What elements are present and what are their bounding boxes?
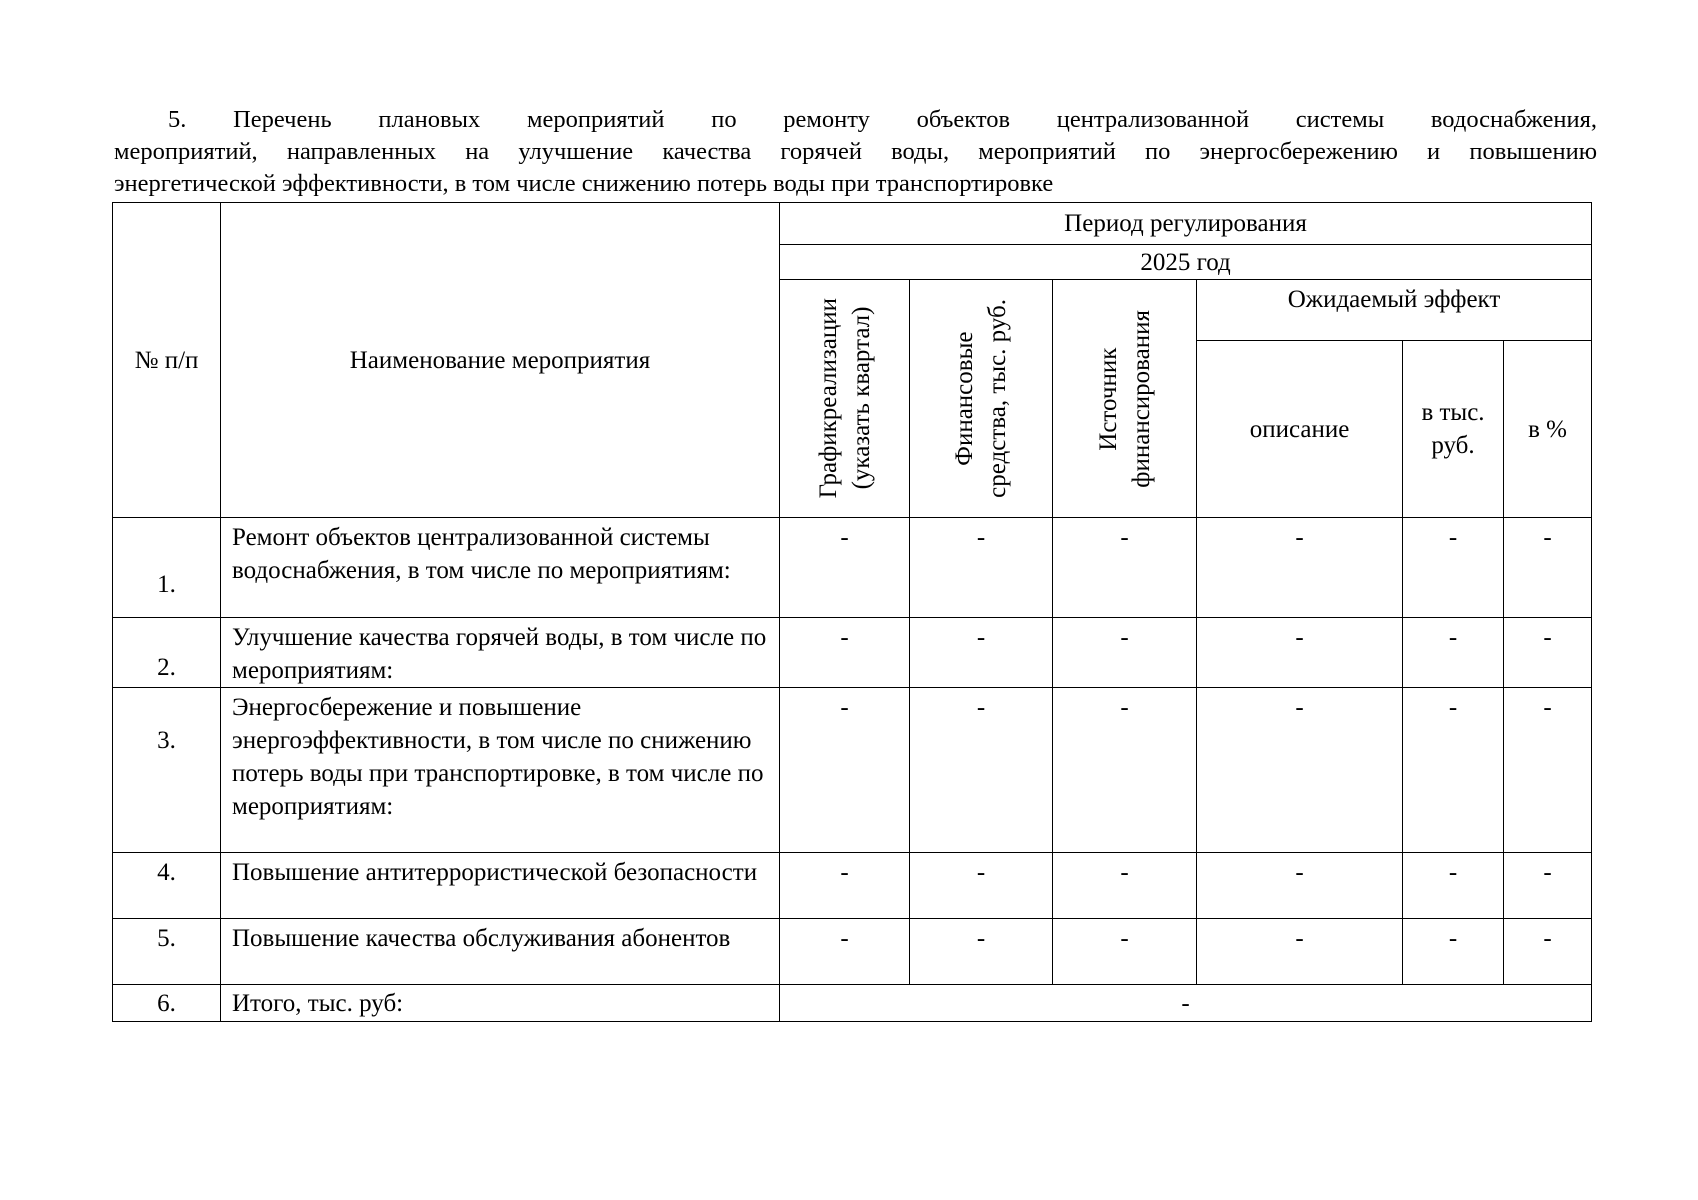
header-source-line-1: Источник — [1094, 346, 1122, 451]
row-description: - — [1197, 618, 1403, 688]
row-num-text: 2. — [157, 654, 176, 681]
row-source: - — [1053, 618, 1197, 688]
header-description: описание — [1197, 341, 1403, 518]
header-effect: Ожидаемый эффект — [1197, 280, 1592, 341]
header-source-line-2: финансирования — [1127, 309, 1155, 488]
heading-line-2: мероприятий, направленных на улучшение качества горячей воды, мероприятий по энергосбережению и повышению — [114, 138, 1597, 165]
header-period: Период регулирования — [780, 203, 1592, 245]
row-num-text: 1. — [157, 571, 176, 598]
total-value: - — [780, 985, 1592, 1022]
table-row — [113, 853, 1592, 919]
row-rub: - — [1403, 919, 1504, 985]
total-num: 6. — [113, 985, 221, 1022]
row-name: Энергосбережение и повышение энергоэффективности, в том числе по снижению потерь воды при транспортировке, в том числе по мероприятиям: — [221, 688, 780, 853]
header-finance-text — [948, 299, 1014, 498]
row-schedule: - — [780, 853, 910, 919]
header-rub-line-1: в тыс. — [1421, 399, 1485, 426]
header-rub-line-2: руб. — [1431, 432, 1475, 459]
row-source: - — [1053, 853, 1197, 919]
heading-line-1: 5. Перечень плановых мероприятий по ремонту объектов централизованной системы водоснабжения, — [168, 106, 1597, 133]
row-name: Повышение антитеррористической безопасности — [221, 853, 780, 919]
row-description: - — [1197, 688, 1403, 853]
row-finance: - — [910, 518, 1053, 618]
table-row — [113, 518, 1592, 618]
activities-table — [112, 202, 1592, 1022]
row-name: Повышение качества обслуживания абонентов — [221, 919, 780, 985]
row-rub: - — [1403, 518, 1504, 618]
total-row — [113, 985, 1592, 1022]
row-finance: - — [910, 853, 1053, 919]
row-schedule: - — [780, 618, 910, 688]
row-schedule: - — [780, 688, 910, 853]
row-percent: - — [1504, 618, 1592, 688]
row-finance: - — [910, 919, 1053, 985]
row-finance: - — [910, 618, 1053, 688]
header-source-text — [1092, 310, 1158, 488]
row-rub: - — [1403, 618, 1504, 688]
header-rub — [1403, 341, 1504, 518]
row-percent: - — [1504, 688, 1592, 853]
row-schedule: - — [780, 919, 910, 985]
row-percent: - — [1504, 853, 1592, 919]
row-rub: - — [1403, 853, 1504, 919]
row-num: 4. — [113, 853, 221, 919]
row-rub: - — [1403, 688, 1504, 853]
header-schedule — [780, 280, 910, 518]
row-name: Ремонт объектов централизованной системы водоснабжения, в том числе по мероприятиям: — [221, 518, 780, 618]
table-row — [113, 688, 1592, 853]
header-num: № п/п — [113, 203, 221, 518]
row-description: - — [1197, 853, 1403, 919]
row-num — [113, 618, 221, 688]
row-num: 5. — [113, 919, 221, 985]
section-heading — [114, 104, 1597, 200]
header-row-period — [113, 203, 1592, 245]
heading-line-3: энергетической эффективности, в том числе снижению потерь воды при транспортировке — [114, 170, 1054, 197]
row-name: Улучшение качества горячей воды, в том числе по мероприятиям: — [221, 618, 780, 688]
table-row — [113, 919, 1592, 985]
row-finance: - — [910, 688, 1053, 853]
header-percent: в % — [1504, 341, 1592, 518]
row-percent: - — [1504, 919, 1592, 985]
row-num: 3. — [113, 688, 221, 853]
row-percent: - — [1504, 518, 1592, 618]
row-source: - — [1053, 518, 1197, 618]
total-name: Итого, тыс. руб: — [221, 985, 780, 1022]
row-description: - — [1197, 518, 1403, 618]
header-year: 2025 год — [780, 245, 1592, 280]
header-finance-line-1: Финансовые — [951, 331, 978, 466]
table-row — [113, 618, 1592, 688]
row-schedule: - — [780, 518, 910, 618]
header-schedule-line-1: Графикреализации — [814, 298, 842, 499]
header-finance-line-2: средства, тыс. руб. — [984, 299, 1011, 498]
header-schedule-text — [812, 298, 878, 498]
row-source: - — [1053, 919, 1197, 985]
row-num — [113, 518, 221, 618]
row-source: - — [1053, 688, 1197, 853]
header-finance — [910, 280, 1053, 518]
header-schedule-line-2: (указать квартал) — [847, 307, 875, 490]
header-source — [1053, 280, 1197, 518]
header-name: Наименование мероприятия — [221, 203, 780, 518]
row-description: - — [1197, 919, 1403, 985]
